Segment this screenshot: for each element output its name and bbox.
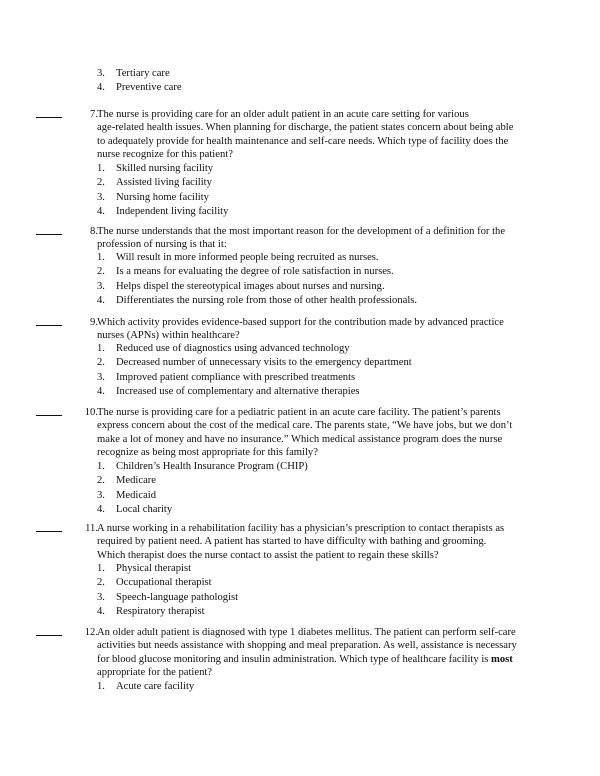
option[interactable]: 4. Independent living facility xyxy=(97,206,229,218)
question-stem: The nurse is providing care for an older adult patient in an acute care setting for various age-related health issues. When planning for discharge, the patient states concern about being able to adequately provide for health maintenance and self-care needs. Which type of facility does the nurse recognize for this patient? xyxy=(97,109,514,161)
option[interactable]: 3. Speech-language pathologist xyxy=(97,591,239,603)
question-stem: The nurse is providing care for a pediatric patient in an acute care facility. The patient’s parents express concern about the cost of the medical care. The parents state, “We have jobs, but we don’t make a lot of money and have no insurance.” Which medical assistance program does the nurse recognize as being most appropriate for this family? xyxy=(97,407,513,459)
option[interactable]: 4. Increased use of complementary and alternative therapies xyxy=(97,386,360,398)
question-stem: Which activity provides evidence-based support for the contribution made by advanced practice nurses (APNs) within healthcare? xyxy=(97,317,504,342)
emphasis: most xyxy=(491,653,513,665)
option[interactable]: 1. Skilled nursing facility xyxy=(97,163,214,174)
answer-blank[interactable] xyxy=(36,234,62,235)
option[interactable]: 1. Reduced use of diagnostics using advanced technology xyxy=(97,343,350,354)
option[interactable]: 3. Helps dispel the stereotypical images about nurses and nursing. xyxy=(97,280,385,292)
options-list xyxy=(97,460,308,518)
option[interactable]: 1. Will result in more informed people being recruited as nurses. xyxy=(97,252,379,263)
options-list xyxy=(97,251,417,309)
option[interactable]: 1. Acute care facility xyxy=(97,681,195,692)
question-number: 12. xyxy=(84,627,98,638)
carryover-options xyxy=(97,67,182,96)
options-list xyxy=(97,162,228,220)
option[interactable]: 2. Assisted living facility xyxy=(97,177,212,189)
answer-blank[interactable] xyxy=(36,531,62,532)
options-list xyxy=(97,680,194,694)
option[interactable]: 2. Medicare xyxy=(97,475,156,487)
option[interactable]: 4. Differentiates the nursing role from those of other health professionals. xyxy=(97,295,418,307)
question-number: 7. xyxy=(90,109,98,120)
option[interactable]: 1. Children’s Health Insurance Program (CHIP) xyxy=(97,461,308,472)
option: 4. Preventive care xyxy=(97,82,182,94)
question-stem: An older adult patient is diagnosed with type 1 diabetes mellitus. The patient can perform self-care activities but needs assistance with shopping and meal preparation. As well, assistance is necessary for blood glucose monitoring and insulin administration. Which type of healthcare facility is most appropriate for the patient? xyxy=(97,627,517,679)
option: 3. Tertiary care xyxy=(97,68,170,79)
option[interactable]: 1. Physical therapist xyxy=(97,563,192,574)
answer-blank[interactable] xyxy=(36,635,62,636)
option[interactable]: 4. Local charity xyxy=(97,504,173,516)
question-number: 10. xyxy=(84,407,98,418)
question-stem: A nurse working in a rehabilitation facility has a physician’s prescription to contact therapists as required by patient need. A patient has started to have difficulty with bathing and grooming. Which therapist does the nurse contact to assist the patient to regain these skills? xyxy=(97,523,505,561)
option[interactable]: 3. Medicaid xyxy=(97,489,157,501)
question-stem: The nurse understands that the most important reason for the development of a definition for the profession of nursing is that it: xyxy=(97,226,506,251)
options-list xyxy=(97,342,412,400)
question-number: 11. xyxy=(85,523,98,534)
answer-blank[interactable] xyxy=(36,325,62,326)
answer-blank[interactable] xyxy=(36,117,62,118)
option[interactable]: 3. Improved patient compliance with prescribed treatments xyxy=(97,371,356,383)
option[interactable]: 3. Nursing home facility xyxy=(97,191,209,203)
options-list xyxy=(97,562,238,620)
option[interactable]: 2. Occupational therapist xyxy=(97,577,212,589)
option[interactable]: 2. Decreased number of unnecessary visits to the emergency department xyxy=(97,357,412,369)
question-number: 9. xyxy=(90,317,98,328)
option[interactable]: 2. Is a means for evaluating the degree of role satisfaction in nurses. xyxy=(97,266,394,278)
answer-blank[interactable] xyxy=(36,415,62,416)
option[interactable]: 4. Respiratory therapist xyxy=(97,606,205,618)
question-number: 8. xyxy=(90,226,98,237)
